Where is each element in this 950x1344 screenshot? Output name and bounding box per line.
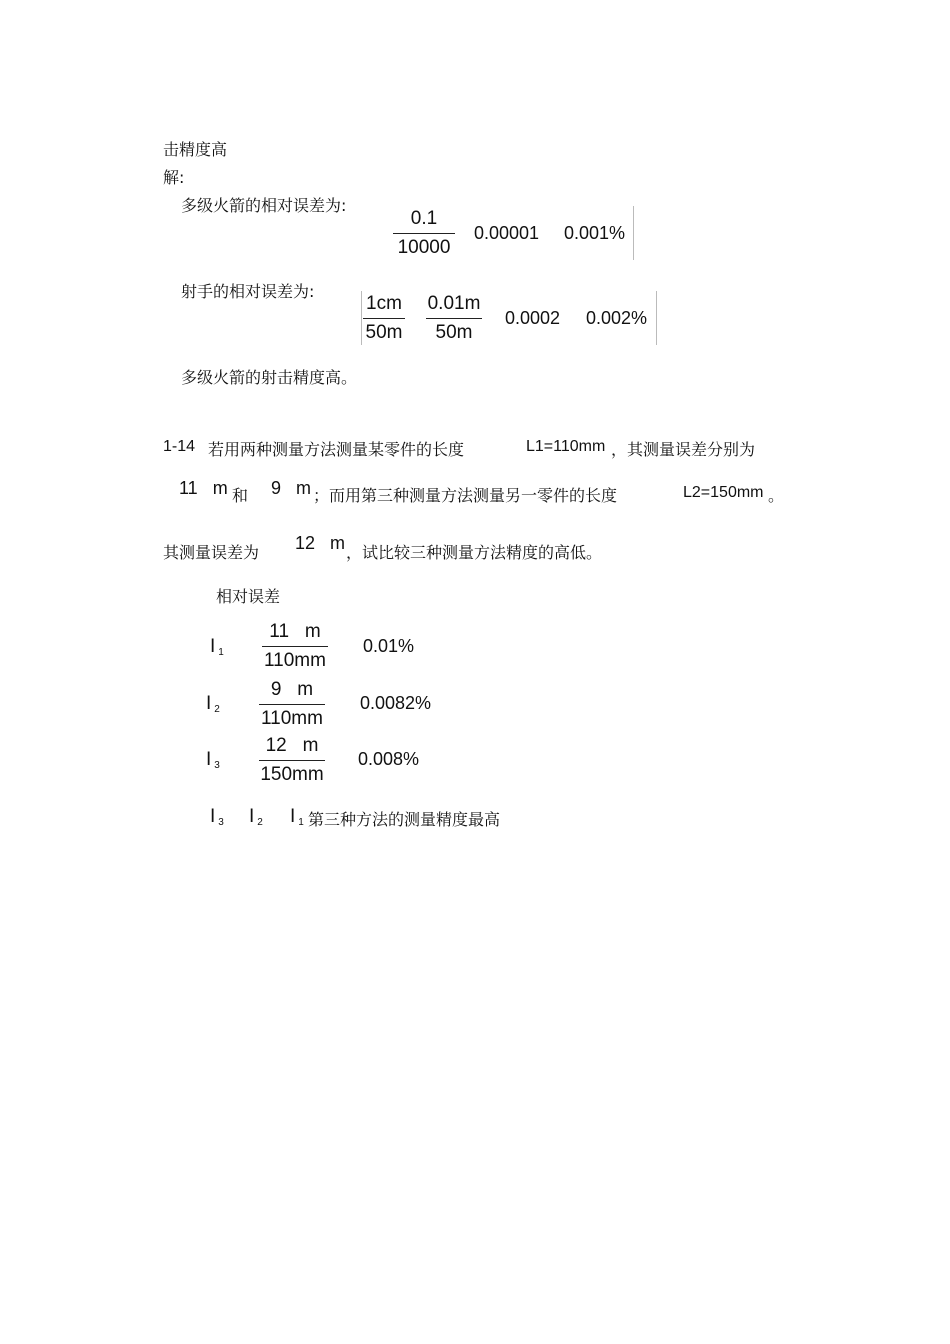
problem-l1: L1=110mm <box>526 438 606 455</box>
shooter-fraction-1-denominator: 50m <box>365 322 403 343</box>
final-conclusion: 第三种方法的测量精度最高 <box>308 810 501 829</box>
shooter-label: 射手的相对误差为: <box>181 282 315 301</box>
shooter-fraction-2-numerator: 0.01m <box>427 293 481 314</box>
row3-numerator: 12 m <box>265 735 319 756</box>
fraction-bar <box>426 318 482 319</box>
row3-denominator: 150mm <box>260 764 324 785</box>
conclusion-text: 多级火箭的射击精度高。 <box>181 368 358 387</box>
row1-fraction <box>262 619 328 674</box>
rocket-fraction-denominator: 10000 <box>397 237 451 258</box>
symbol-i2: I $_2$ <box>206 693 220 715</box>
problem-error-1: 11 m <box>179 478 228 498</box>
fraction-bar <box>393 233 455 234</box>
shooter-fraction-2 <box>426 291 482 346</box>
solution-label: 解: <box>163 168 185 187</box>
fraction-bar <box>262 646 328 647</box>
row3-fraction <box>259 733 325 788</box>
problem-period: 。 <box>768 486 785 505</box>
fraction-bar <box>259 760 325 761</box>
row2-fraction <box>259 677 325 732</box>
problem-l2: L2=150mm <box>683 484 764 501</box>
rocket-fraction-numerator: 0.1 <box>410 208 438 229</box>
row1-value: 0.01% <box>363 636 415 656</box>
final-symbol-i3: I $_3$ <box>210 806 224 828</box>
shooter-value-decimal: 0.0002 <box>505 308 561 328</box>
shooter-value-percent: 0.002% <box>586 308 648 328</box>
problem-text-a: 若用两种测量方法测量某零件的长度 <box>208 440 465 459</box>
row3-value: 0.008% <box>358 749 420 769</box>
rocket-fraction <box>393 206 455 261</box>
problem-error-3: 12 m <box>295 533 346 553</box>
shooter-fraction-1-numerator: 1cm <box>366 293 402 314</box>
row2-numerator: 9 m <box>270 679 314 700</box>
fraction-bar <box>363 318 405 319</box>
fraction-bar <box>259 704 325 705</box>
rocket-value-percent: 0.001% <box>564 223 626 243</box>
row2-denominator: 110mm <box>261 708 323 729</box>
shooter-fraction-1 <box>363 291 405 346</box>
symbol-i1: I $_1$ <box>210 636 224 658</box>
final-symbol-i2: I $_2$ <box>249 806 263 828</box>
rocket-label: 多级火箭的相对误差为: <box>181 196 347 215</box>
problem-text-c: ；而用第三种测量方法测量另一零件的长度 <box>313 486 618 505</box>
problem-text-e: ，试比较三种测量方法精度的高低。 <box>346 543 603 562</box>
problem-text-d: 其测量误差为 <box>163 543 260 562</box>
problem-text-b: ，其测量误差分别为 <box>611 440 756 459</box>
symbol-i3: I $_3$ <box>206 749 220 771</box>
box-edge <box>656 291 657 345</box>
rocket-value-decimal: 0.00001 <box>474 223 540 243</box>
shooter-fraction-2-denominator: 50m <box>435 322 473 343</box>
row1-denominator: 110mm <box>264 650 326 671</box>
problem-number: 1-14 <box>163 438 196 455</box>
row1-numerator: 11 m <box>269 621 321 642</box>
box-edge <box>361 291 362 345</box>
final-symbol-i1: I $_1$ <box>290 806 304 828</box>
box-edge <box>633 206 634 260</box>
problem-and: 和 <box>232 486 249 505</box>
intro-line: 击精度高 <box>163 140 228 159</box>
row2-value: 0.0082% <box>360 693 432 713</box>
relative-error-label: 相对误差 <box>216 587 281 606</box>
problem-error-2: 9 m <box>271 478 312 498</box>
